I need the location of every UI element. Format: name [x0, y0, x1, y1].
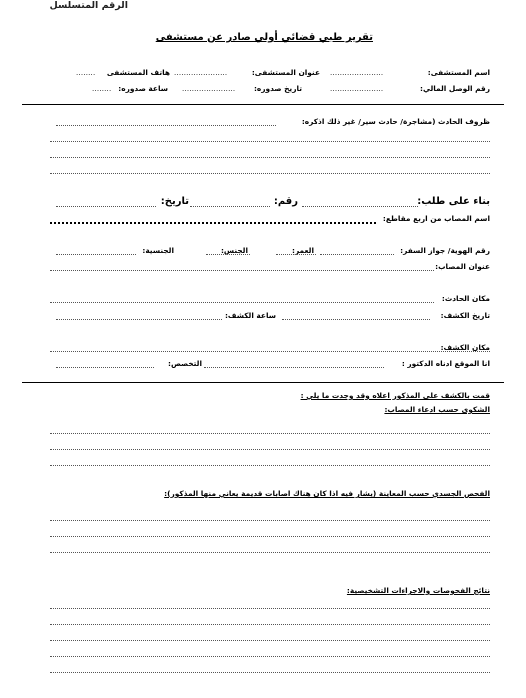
diagnostics-line[interactable]: [50, 624, 490, 625]
based-on-request-line[interactable]: [302, 206, 418, 207]
sex-line[interactable]: [206, 254, 250, 255]
nationality-line[interactable]: [56, 254, 136, 255]
id-passport-label: رقم الهوية/ جواز السفر:: [400, 246, 490, 255]
nationality-label: الجنسية:: [142, 246, 174, 255]
age-label: العمر:: [292, 246, 314, 255]
doctor-label: انا الموقع ادناه الدكتور :: [401, 359, 490, 368]
sex-label: الجنس:: [220, 246, 248, 255]
findings-intro: قمت بالكشف على المذكور اعلاه وقد وجدت ما يلي :: [300, 391, 490, 400]
injured-name-line[interactable]: [50, 222, 376, 224]
doctor-line[interactable]: [204, 367, 384, 368]
diagnostics-line[interactable]: [50, 672, 490, 673]
exam-date-line[interactable]: [282, 319, 430, 320]
section-divider: [22, 104, 504, 105]
issue-date-field[interactable]: ......................: [182, 85, 236, 93]
exam-time-label: ساعة الكشف:: [224, 311, 276, 320]
diagnostics-label: نتائج الفحوصات والاجراءات التشخيصية:: [346, 586, 490, 595]
request-number-line[interactable]: [190, 206, 270, 207]
incident-line[interactable]: [50, 141, 490, 142]
hospital-name-field[interactable]: ......................: [330, 69, 384, 77]
injured-name-label: اسم المصاب من اربع مقاطع:: [382, 214, 490, 223]
exam-date-label: تاريخ الكشف:: [440, 311, 490, 320]
diagnostics-line[interactable]: [50, 656, 490, 657]
hospital-phone-label: هاتف المستشفى: [106, 68, 170, 77]
issue-time-field[interactable]: ........: [92, 85, 112, 93]
complaint-line[interactable]: [50, 449, 490, 450]
complaint-line[interactable]: [50, 433, 490, 434]
physical-exam-line[interactable]: [50, 520, 490, 521]
receipt-number-field[interactable]: ......................: [330, 85, 384, 93]
incident-line[interactable]: [50, 173, 490, 174]
exam-place-label: مكان الكشف:: [440, 343, 490, 352]
physical-exam-line[interactable]: [50, 536, 490, 537]
physical-exam-line[interactable]: [50, 552, 490, 553]
diagnostics-line[interactable]: [50, 608, 490, 609]
page-title: تقرير طبي قضائي أولي صادر عن مستشفى: [155, 32, 373, 43]
issue-time-label: ساعة صدوره:: [118, 84, 168, 93]
age-line[interactable]: [276, 254, 316, 255]
exam-place-line[interactable]: [50, 351, 490, 352]
incident-line[interactable]: [50, 157, 490, 158]
issue-date-label: تاريخ صدوره:: [253, 84, 302, 93]
hospital-address-field[interactable]: ......................: [174, 69, 228, 77]
hospital-phone-field[interactable]: ........: [76, 69, 96, 77]
injured-address-label: عنوان المصاب:: [435, 262, 490, 271]
section-divider: [22, 382, 504, 383]
request-date-line[interactable]: [56, 206, 156, 207]
physical-exam-label: الفحص الجسدي حسب المعاينة (يشار فيه اذا كان هناك اصابات قديمة يعاني منها المذكور):: [164, 489, 490, 498]
exam-time-line[interactable]: [56, 319, 222, 320]
diagnostics-line[interactable]: [50, 640, 490, 641]
based-on-request-label: بناء على طلب:: [417, 196, 490, 207]
specialty-line[interactable]: [56, 367, 154, 368]
request-number-label: رقم:: [273, 196, 298, 207]
complaint-line[interactable]: [50, 465, 490, 466]
request-date-label: تاريخ:: [160, 196, 189, 207]
hospital-name-label: اسم المستشفى:: [427, 68, 490, 77]
id-passport-line[interactable]: [320, 254, 394, 255]
injured-address-line[interactable]: [50, 270, 434, 271]
incident-place-line[interactable]: [50, 302, 434, 303]
receipt-number-label: رقم الوصل المالي:: [420, 84, 490, 93]
hospital-address-label: عنوان المستشفى:: [251, 68, 320, 77]
complaint-label: الشكوى حسب ادعاء المصاب:: [384, 405, 490, 414]
serial-number-label: الرقم المتسلسل: [49, 0, 128, 11]
incident-place-label: مكان الحادث:: [441, 294, 490, 303]
specialty-label: التخصص:: [168, 359, 202, 368]
incident-circumstances-line[interactable]: [56, 125, 276, 126]
incident-circumstances-label: ظروف الحادث (مشاجرة/ حادث سير/ غير ذلك اذكره:: [301, 117, 490, 126]
